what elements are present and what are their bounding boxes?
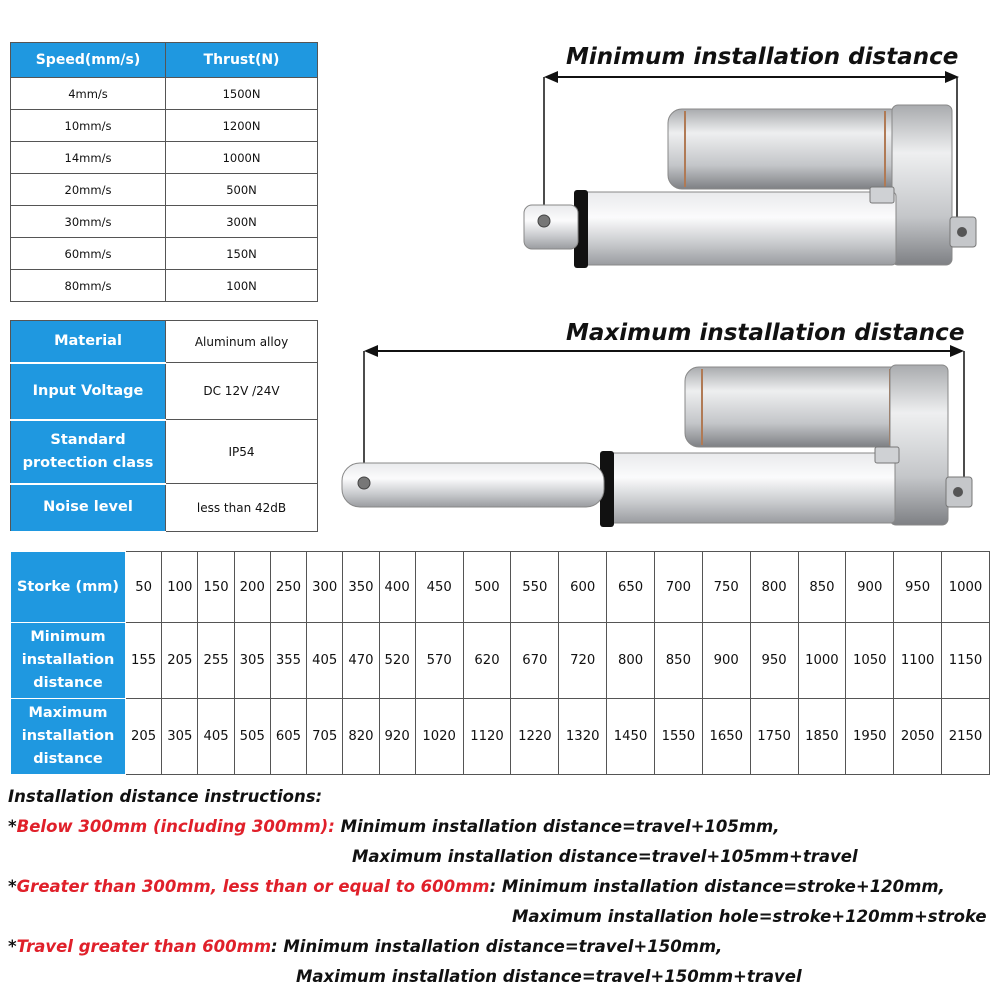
stroke-cell: 400 — [379, 552, 415, 623]
thrust-header: Thrust(N) — [166, 43, 318, 78]
stroke-cell: 650 — [607, 552, 655, 623]
condition-text: Travel greater than 600mm — [16, 937, 272, 956]
min-distance-label: Minimum installation distance — [566, 44, 959, 70]
instructions-heading: Installation distance instructions: — [8, 787, 323, 806]
formula-text: Minimum installation distance=travel+105mm, — [334, 817, 780, 836]
actuator-retracted-drawing — [500, 55, 980, 285]
max-install-cell: 1320 — [559, 699, 607, 775]
max-install-cell: 405 — [198, 699, 234, 775]
thrust-cell: 500N — [166, 174, 318, 206]
properties-table — [10, 320, 318, 533]
max-install-cell: 1650 — [702, 699, 750, 775]
min-install-cell: 155 — [126, 623, 162, 699]
actuator-extended-drawing — [330, 335, 980, 545]
instruction-line — [8, 877, 945, 896]
instruction-line — [8, 817, 780, 836]
stroke-row — [11, 552, 990, 623]
speed-cell: 10mm/s — [11, 110, 166, 142]
thrust-cell: 1000N — [166, 142, 318, 174]
min-install-cell: 800 — [607, 623, 655, 699]
protection-class-label: Standard protection class — [11, 420, 166, 484]
table-row — [11, 174, 318, 206]
min-install-row-label: Minimum installation distance — [11, 623, 126, 699]
max-install-row-label: Maximum installation distance — [11, 699, 126, 775]
table-row — [11, 206, 318, 238]
min-install-cell: 520 — [379, 623, 415, 699]
speed-cell: 20mm/s — [11, 174, 166, 206]
min-install-cell: 405 — [307, 623, 343, 699]
stroke-cell: 500 — [463, 552, 511, 623]
property-row — [11, 363, 318, 420]
max-install-cell: 1020 — [415, 699, 463, 775]
table-row — [11, 142, 318, 174]
protection-class-value: IP54 — [166, 420, 318, 484]
max-install-cell: 820 — [343, 699, 379, 775]
input-voltage-label: Input Voltage — [11, 363, 166, 420]
thrust-cell: 100N — [166, 270, 318, 302]
stroke-cell: 100 — [162, 552, 198, 623]
stroke-cell: 300 — [307, 552, 343, 623]
min-install-cell: 850 — [654, 623, 702, 699]
min-install-cell: 950 — [750, 623, 798, 699]
speed-header: Speed(mm/s) — [11, 43, 166, 78]
max-install-cell: 1550 — [654, 699, 702, 775]
max-distance-label: Maximum installation distance — [566, 320, 965, 346]
min-install-cell: 670 — [511, 623, 559, 699]
max-install-cell: 2150 — [942, 699, 990, 775]
speed-cell: 80mm/s — [11, 270, 166, 302]
stroke-cell: 950 — [894, 552, 942, 623]
material-label: Material — [11, 321, 166, 363]
noise-level-value: less than 42dB — [166, 484, 318, 532]
max-install-cell: 305 — [162, 699, 198, 775]
max-install-cell: 1850 — [798, 699, 846, 775]
min-install-cell: 255 — [198, 623, 234, 699]
min-install-cell: 1100 — [894, 623, 942, 699]
max-install-cell: 1750 — [750, 699, 798, 775]
max-install-cell: 705 — [307, 699, 343, 775]
formula-text: Maximum installation hole=stroke+120mm+stroke — [512, 907, 987, 926]
stroke-cell: 800 — [750, 552, 798, 623]
property-row — [11, 420, 318, 484]
stroke-cell: 550 — [511, 552, 559, 623]
max-install-cell: 2050 — [894, 699, 942, 775]
thrust-cell: 1200N — [166, 110, 318, 142]
stroke-cell: 350 — [343, 552, 379, 623]
max-install-cell: 920 — [379, 699, 415, 775]
stroke-cell: 600 — [559, 552, 607, 623]
table-header-row — [11, 43, 318, 78]
formula-text: Maximum installation distance=travel+150mm+travel — [296, 967, 802, 986]
table-row — [11, 78, 318, 110]
stroke-cell: 900 — [846, 552, 894, 623]
speed-cell: 4mm/s — [11, 78, 166, 110]
noise-level-label: Noise level — [11, 484, 166, 532]
formula-text: Maximum installation distance=travel+105mm+travel — [352, 847, 858, 866]
max-install-row — [11, 699, 990, 775]
condition-text: Greater than 300mm, less than or equal to 600mm — [16, 877, 490, 896]
thrust-cell: 300N — [166, 206, 318, 238]
bullet-star: * — [8, 817, 17, 836]
speed-thrust-table — [10, 42, 318, 302]
stroke-cell: 50 — [126, 552, 162, 623]
condition-text: Below 300mm (including 300mm): — [16, 817, 335, 836]
max-install-cell: 605 — [270, 699, 306, 775]
min-install-cell: 1000 — [798, 623, 846, 699]
speed-cell: 14mm/s — [11, 142, 166, 174]
max-install-cell: 1120 — [463, 699, 511, 775]
max-install-cell: 1950 — [846, 699, 894, 775]
max-install-cell: 505 — [234, 699, 270, 775]
stroke-cell: 1000 — [942, 552, 990, 623]
stroke-cell: 150 — [198, 552, 234, 623]
formula-text: : Minimum installation distance=stroke+120mm, — [489, 877, 945, 896]
property-row — [11, 321, 318, 363]
speed-cell: 60mm/s — [11, 238, 166, 270]
max-install-cell: 1450 — [607, 699, 655, 775]
input-voltage-value: DC 12V /24V — [166, 363, 318, 420]
property-row — [11, 484, 318, 532]
stroke-cell: 450 — [415, 552, 463, 623]
stroke-row-label: Storke (mm) — [11, 552, 126, 623]
table-row — [11, 110, 318, 142]
stroke-cell: 850 — [798, 552, 846, 623]
min-install-cell: 205 — [162, 623, 198, 699]
min-install-cell: 720 — [559, 623, 607, 699]
min-install-row — [11, 623, 990, 699]
material-value: Aluminum alloy — [166, 321, 318, 363]
max-install-cell: 205 — [126, 699, 162, 775]
table-row — [11, 238, 318, 270]
max-install-cell: 1220 — [511, 699, 559, 775]
stroke-cell: 250 — [270, 552, 306, 623]
thrust-cell: 1500N — [166, 78, 318, 110]
min-install-cell: 900 — [702, 623, 750, 699]
min-install-cell: 1150 — [942, 623, 990, 699]
stroke-cell: 700 — [654, 552, 702, 623]
bullet-star: * — [8, 937, 17, 956]
instruction-line — [8, 937, 722, 956]
table-row — [11, 270, 318, 302]
bullet-star: * — [8, 877, 17, 896]
stroke-cell: 200 — [234, 552, 270, 623]
stroke-table — [10, 551, 990, 775]
min-install-cell: 620 — [463, 623, 511, 699]
min-install-cell: 570 — [415, 623, 463, 699]
min-install-cell: 355 — [270, 623, 306, 699]
min-install-cell: 1050 — [846, 623, 894, 699]
stroke-cell: 750 — [702, 552, 750, 623]
min-install-cell: 470 — [343, 623, 379, 699]
formula-text: : Minimum installation distance=travel+150mm, — [271, 937, 723, 956]
thrust-cell: 150N — [166, 238, 318, 270]
speed-cell: 30mm/s — [11, 206, 166, 238]
min-install-cell: 305 — [234, 623, 270, 699]
